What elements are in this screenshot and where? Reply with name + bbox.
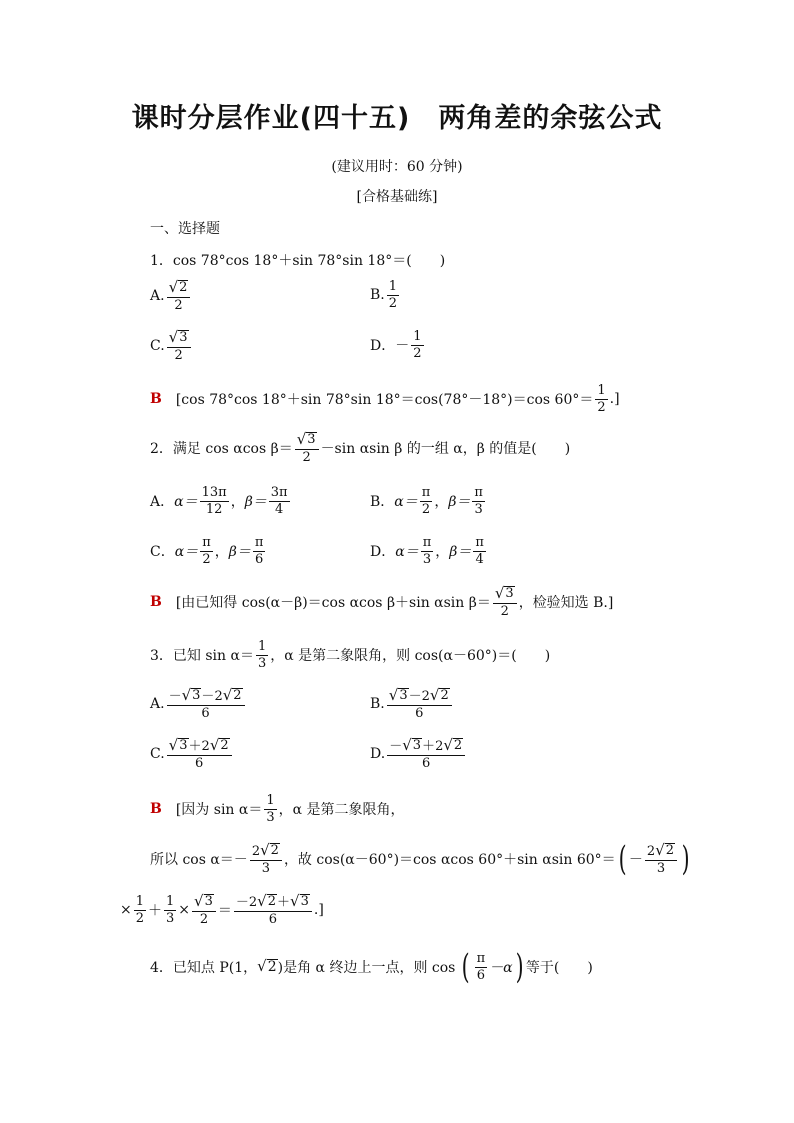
q1-option-b: B. $\frac{1}{2}$	[370, 279, 398, 311]
q1-option-c: C. √ 3 2	[150, 330, 193, 362]
q3-option-c: C. √ 3 ＋2 √ 2 6	[150, 738, 234, 770]
q1-stem: 1．cos 78°cos 18°＋sin 78°sin 18°＝( )	[150, 253, 446, 269]
q2-option-a: A． α＝ $\frac{13\pi}{12}$ ， β＝ $\frac{3\pi}{4}$	[150, 485, 288, 517]
q2-option-d: D． α＝ $\frac{\pi}{3}$ ， β＝ $\frac{\pi}{4}$	[370, 535, 484, 567]
q2-solution: B [由已知得 cos(α－β)＝cos αcos β＋sin αsin β＝ √ 3 2 ，检验知选 B.]	[150, 584, 614, 619]
q2-answer: B	[150, 594, 162, 611]
q1-answer: B	[150, 391, 162, 408]
q3-answer: B	[150, 801, 162, 818]
q3-option-a: A. － √ 3 －2 √ 2 6	[150, 688, 247, 720]
q3-option-d: D. － √ 3 ＋2 √ 2 6	[370, 738, 467, 770]
q3-solution-line1: B [因为 sin α＝ $\frac{1}{3}$ ，α 是第二象限角，	[150, 793, 405, 825]
section-heading: [合格基础练]	[356, 189, 438, 205]
q3-option-b: B. √ 3 －2 √ 2 6	[370, 688, 454, 720]
q4-stem: 4．已知点 P(1， √ 2 )是角 α 终边上一点，则 cos ( $\frac{\pi}{6}$ －α ) 等于( )	[150, 947, 593, 987]
q1-solution: B [cos 78°cos 18°＋sin 78°sin 18°＝cos(78°－18°)＝cos 60°＝ $\frac{1}{2}$ .]	[150, 383, 620, 415]
q3-stem: 3．已知 sin α＝ $\frac{1}{3}$ ，α 是第二象限角，则 cos(α－60°)＝( )	[150, 639, 551, 671]
q2-option-b: B． α＝ $\frac{\pi}{2}$ ， β＝ $\frac{\pi}{3}$	[370, 485, 483, 517]
q1-option-a: A. √ 2 2	[150, 280, 192, 312]
q1-option-d: D．－ $\frac{1}{2}$	[370, 329, 422, 361]
q3-solution-line2: 所以 cos α＝－ 2 √ 2 3 ，故 cos(α－60°)＝cos αcos 60°＋sin αsin 60°＝ ( － 2 √ 2 3 )	[150, 839, 690, 879]
q3-solution-line3: × $\frac{1}{2}$ ＋ $\frac{1}{3}$ × √ 3 2 ＝ －2 √ 2 ＋ √ 3 6 .]	[120, 892, 324, 927]
time-note: (建议用时：60 分钟)	[331, 159, 463, 175]
q2-stem: 2．满足 cos αcos β＝ √ 3 2 －sin αsin β 的一组 α，β 的值是( )	[150, 430, 571, 465]
part-heading: 一、选择题	[150, 221, 220, 237]
q2-option-c: C． α＝ $\frac{\pi}{2}$ ， β＝ $\frac{\pi}{6}$	[150, 535, 264, 567]
page-title: 课时分层作业(四十五) 两角差的余弦公式	[131, 103, 663, 134]
